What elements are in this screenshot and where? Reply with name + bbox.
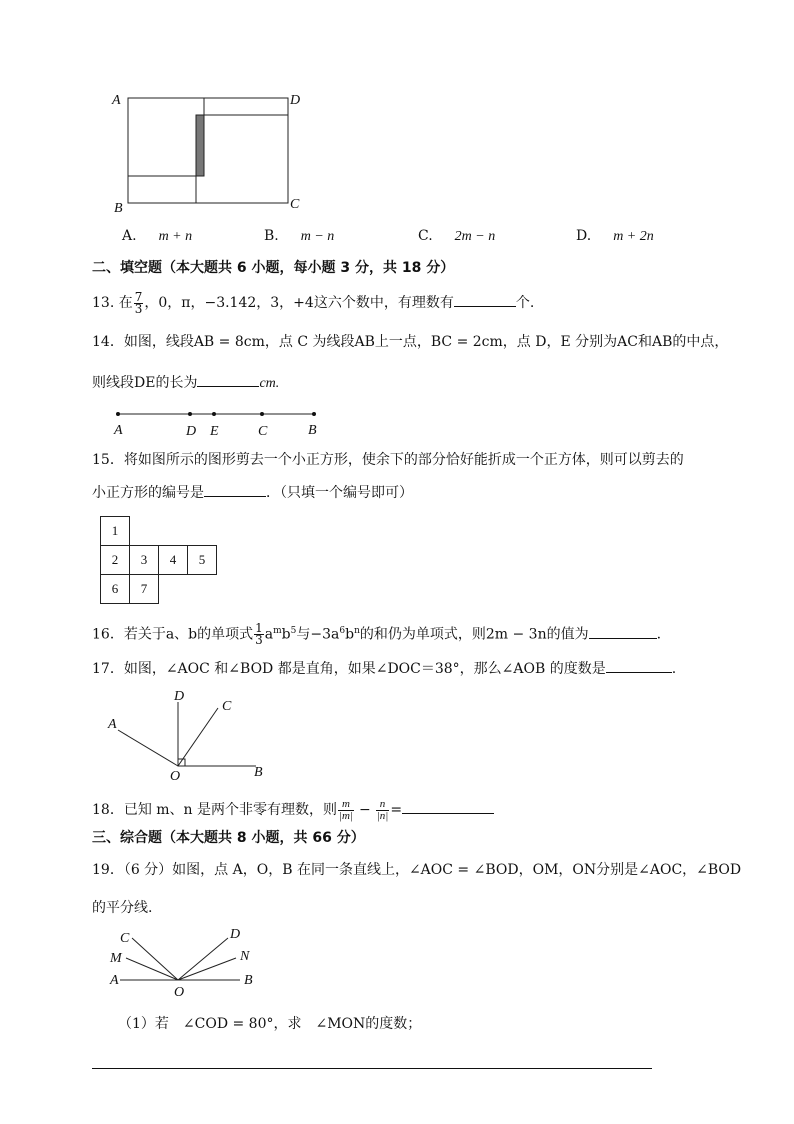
q19-label-o: O: [174, 985, 185, 1000]
answer-line[interactable]: [92, 1068, 652, 1069]
q19-label-c: C: [120, 931, 130, 946]
question-15-line1: 15．将如图所示的图形剪去一个小正方形，使余下的部分恰好能折成一个正方体，则可以剪去的: [92, 452, 684, 468]
net-cell-1: 1: [101, 517, 130, 546]
question-18: 18．已知 m、n 是两个非零有理数，则 $\frac{m}{|m|}$ − $\frac{n}{|n|}$ =: [92, 796, 494, 824]
question-14-line1: 14．如图，线段AB = 8cm，点 C 为线段AB上一点，BC = 2cm，点 D，E 分别为AC和AB的中点，: [92, 334, 729, 350]
q18-answer-blank[interactable]: [402, 799, 494, 814]
q19-label-b: B: [244, 973, 253, 988]
q14-figure: [108, 404, 328, 440]
q14-point-d: D: [186, 424, 197, 439]
section-3-heading: 三、综合题（本大题共 8 小题，共 66 分）: [92, 830, 365, 846]
q12-option-a: A. m + n: [122, 228, 193, 244]
q12-label-b: B: [114, 201, 123, 216]
net-cell-6: 6: [101, 575, 130, 604]
q14-answer-blank[interactable]: [197, 372, 259, 387]
q17-figure: [104, 686, 274, 782]
question-19-line2: 的平分线.: [92, 900, 153, 916]
q12-option-d: D. m + 2n: [576, 228, 654, 244]
q14-point-c: C: [258, 424, 268, 439]
q19-label-d: D: [230, 927, 241, 942]
net-cell-2: 2: [101, 546, 130, 575]
q17-label-a: A: [108, 717, 117, 732]
net-cell-5: 5: [188, 546, 217, 575]
q17-label-c: C: [222, 699, 232, 714]
section-2-heading: 二、填空题（本大题共 6 小题，每小题 3 分，共 18 分）: [92, 260, 455, 276]
q19-label-a: A: [110, 973, 119, 988]
q17-label-d: D: [174, 689, 185, 704]
question-13: 13. 在 $\frac{7}{3}$ ，0，π，−3.142，3，+4这六个数中，有理数有 个.: [92, 289, 535, 316]
q12-option-c: C. 2m − n: [418, 228, 496, 244]
net-cell-3: 3: [130, 546, 159, 575]
q14-point-a: A: [114, 423, 123, 438]
q12-option-b: B. m − n: [264, 228, 335, 244]
q12-label-a: A: [112, 93, 121, 108]
q14-point-b: B: [308, 423, 317, 438]
q14-point-e: E: [210, 424, 219, 439]
q19-label-m: M: [110, 951, 122, 966]
q15-answer-blank[interactable]: [204, 482, 266, 497]
q17-label-b: B: [254, 765, 263, 780]
question-19-line1: 19．（6 分）如图，点 A，O，B 在同一条直线上，∠AOC = ∠BOD，OM，ON分别是∠AOC，∠BOD: [92, 862, 742, 878]
q19-label-n: N: [240, 949, 250, 964]
question-17: 17．如图，∠AOC 和∠BOD 都是直角，如果∠DOC＝38°，那么∠AOB 的度数是 .: [92, 658, 676, 679]
question-19-sub1: （1）若 ∠COD = 80°，求 ∠MON的度数；: [118, 1016, 422, 1032]
q17-answer-blank[interactable]: [606, 658, 672, 673]
question-14-line2: 则线段DE的长为 cm.: [92, 372, 279, 394]
q19-figure: [104, 924, 274, 1002]
q15-cube-net: [100, 516, 217, 604]
q12-label-d: D: [290, 93, 301, 108]
q12-figure: [108, 88, 308, 218]
q17-label-o: O: [170, 769, 181, 782]
q16-answer-blank[interactable]: [589, 624, 657, 639]
question-15-line2: 小正方形的编号是 ．（只填一个编号即可）: [92, 482, 413, 503]
net-cell-4: 4: [159, 546, 188, 575]
q13-answer-blank[interactable]: [454, 292, 516, 307]
q12-label-c: C: [290, 197, 300, 212]
question-16: 16．若关于a、b的单项式 $\frac{1}{3}$ $a^mb^5$与$-3a^6b^n$的和仍为单项式，则2m − 3n的值为 .: [92, 621, 662, 648]
net-cell-7: 7: [130, 575, 159, 604]
